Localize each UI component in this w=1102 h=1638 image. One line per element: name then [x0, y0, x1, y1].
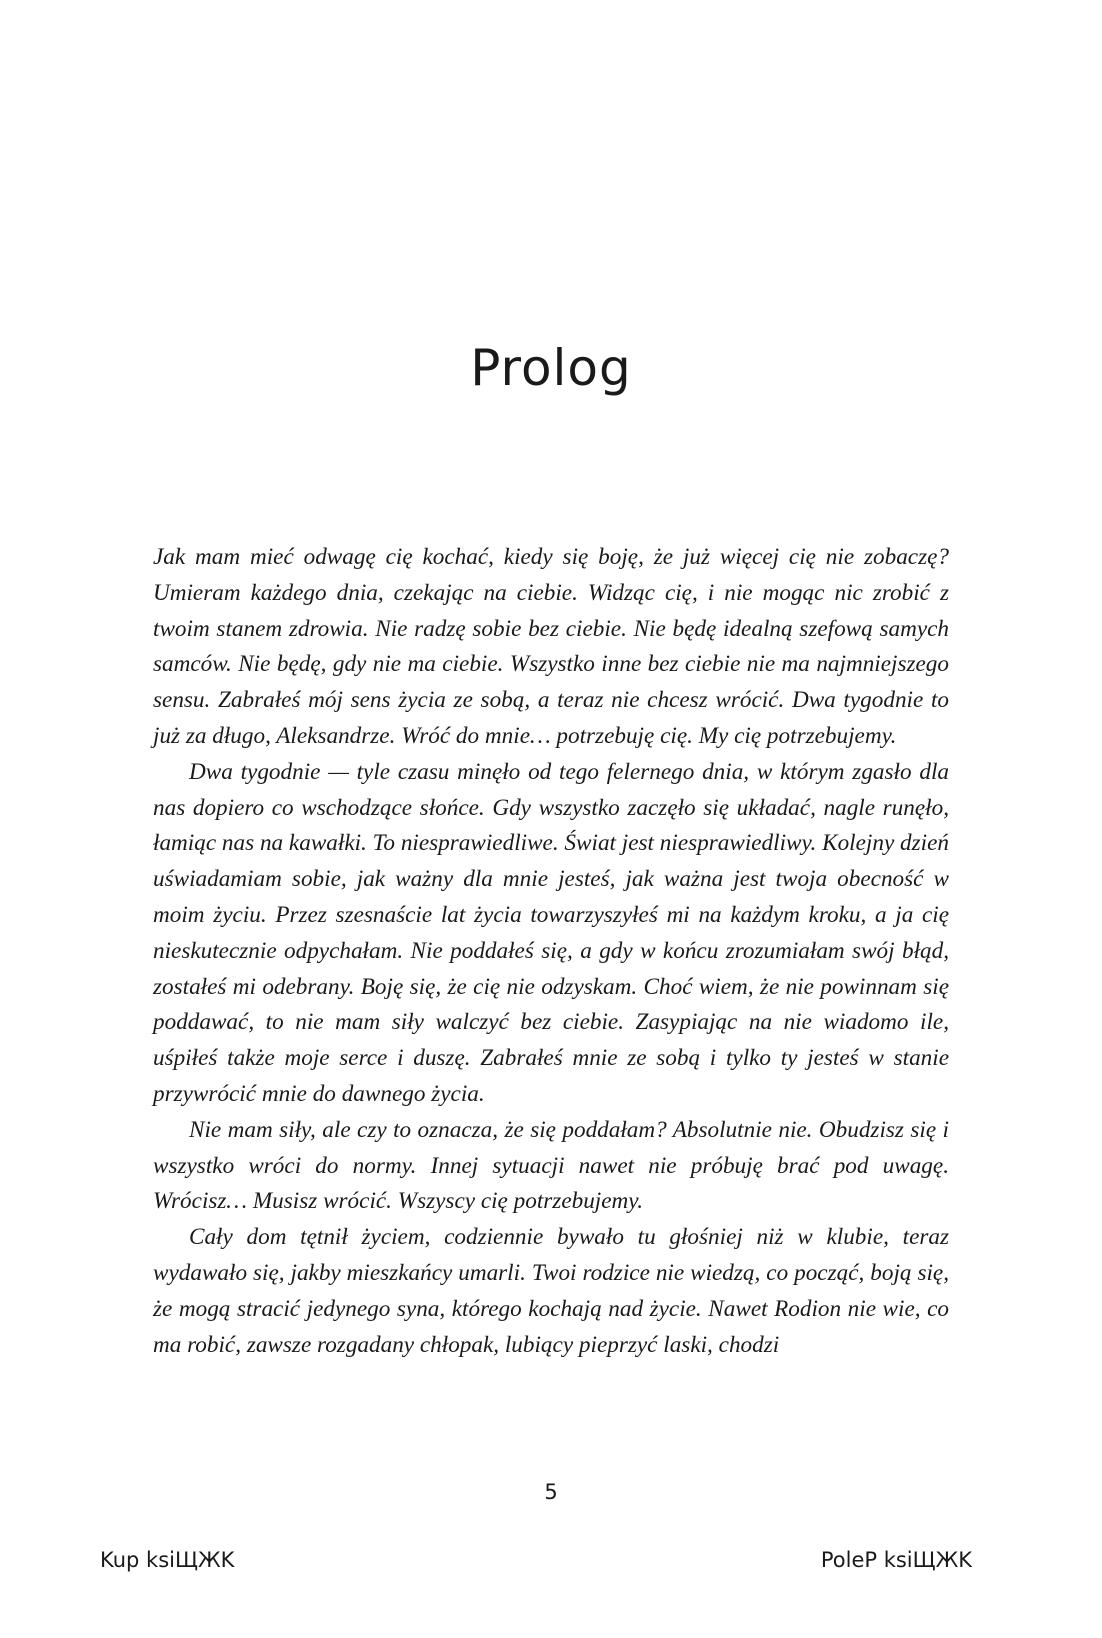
page-title: Prolog	[470, 339, 632, 397]
buy-book-link[interactable]: Kup ksiЩЖK	[100, 1548, 235, 1572]
page-number: 5	[544, 1480, 558, 1504]
recommend-book-link[interactable]: PoleP ksiЩЖK	[820, 1548, 972, 1572]
paragraph-2: Dwa tygodnie — tyle czasu minęło od tego felernego dnia, w którym zgasło dla nas dopiero co wschodzące słońce. Gdy wszystko zaczęło się układać, nagle runęło, łamiąc nas na kawałki. To niesprawiedliwe. Świat jest niesprawiedliwy. Kolejny dzień uświadamiam sobie, jak ważny dla mnie jesteś, jak ważna jest twoja obecność w moim życiu. Przez szesnaście lat życia towarzyszyłeś mi na każdym kroku, a ja cię nieskutecznie odpychałam. Nie poddałeś się, a gdy w końcu zrozumiałam swój błąd, zostałeś mi odebrany. Boję się, że cię nie odzyskam. Choć wiem, że nie powinnam się poddawać, to nie mam siły walczyć bez ciebie. Zasypiając na nie wiadomo ile, uśpiłeś także moje serce i duszę. Zabrałeś mnie ze sobą i tylko ty jesteś w stanie przywrócić mnie do dawnego życia.	[153, 758, 949, 1107]
body-text	[153, 540, 949, 1363]
paragraph-1: Jak mam mieć odwagę cię kochać, kiedy się boję, że już więcej cię nie zobaczę? Umieram każdego dnia, czekając na ciebie. Widząc cię, i nie mogąc nic zrobić z twoim stanem zdrowia. Nie radzę sobie bez ciebie. Nie będę idealną szefową samych samców. Nie będę, gdy nie ma ciebie. Wszystko inne bez ciebie nie ma najmniejszego sensu. Zabrałeś mój sens życia ze sobą, a teraz nie chcesz wrócić. Dwa tygodnie to już za długo, Aleksandrze. Wróć do mnie… potrzebuję cię. My cię potrzebujemy.	[153, 544, 949, 749]
paragraph-4: Cały dom tętnił życiem, codziennie bywało tu głośniej niż w klubie, teraz wydawało się, jakby mieszkańcy umarli. Twoi rodzice nie wiedzą, co począć, boją się, że mogą stracić jedynego syna, którego kochają nad życie. Nawet Rodion nie wie, co ma robić, zawsze rozgadany chłopak, lubiący pieprzyć laski, chodzi	[153, 1224, 949, 1358]
paragraph-3: Nie mam siły, ale czy to oznacza, że się poddałam? Absolutnie nie. Obudzisz się i wszystko wróci do normy. Innej sytuacji nawet nie próbuję brać pod uwagę. Wrócisz… Musisz wrócić. Wszyscy cię potrzebujemy.	[153, 1116, 949, 1215]
